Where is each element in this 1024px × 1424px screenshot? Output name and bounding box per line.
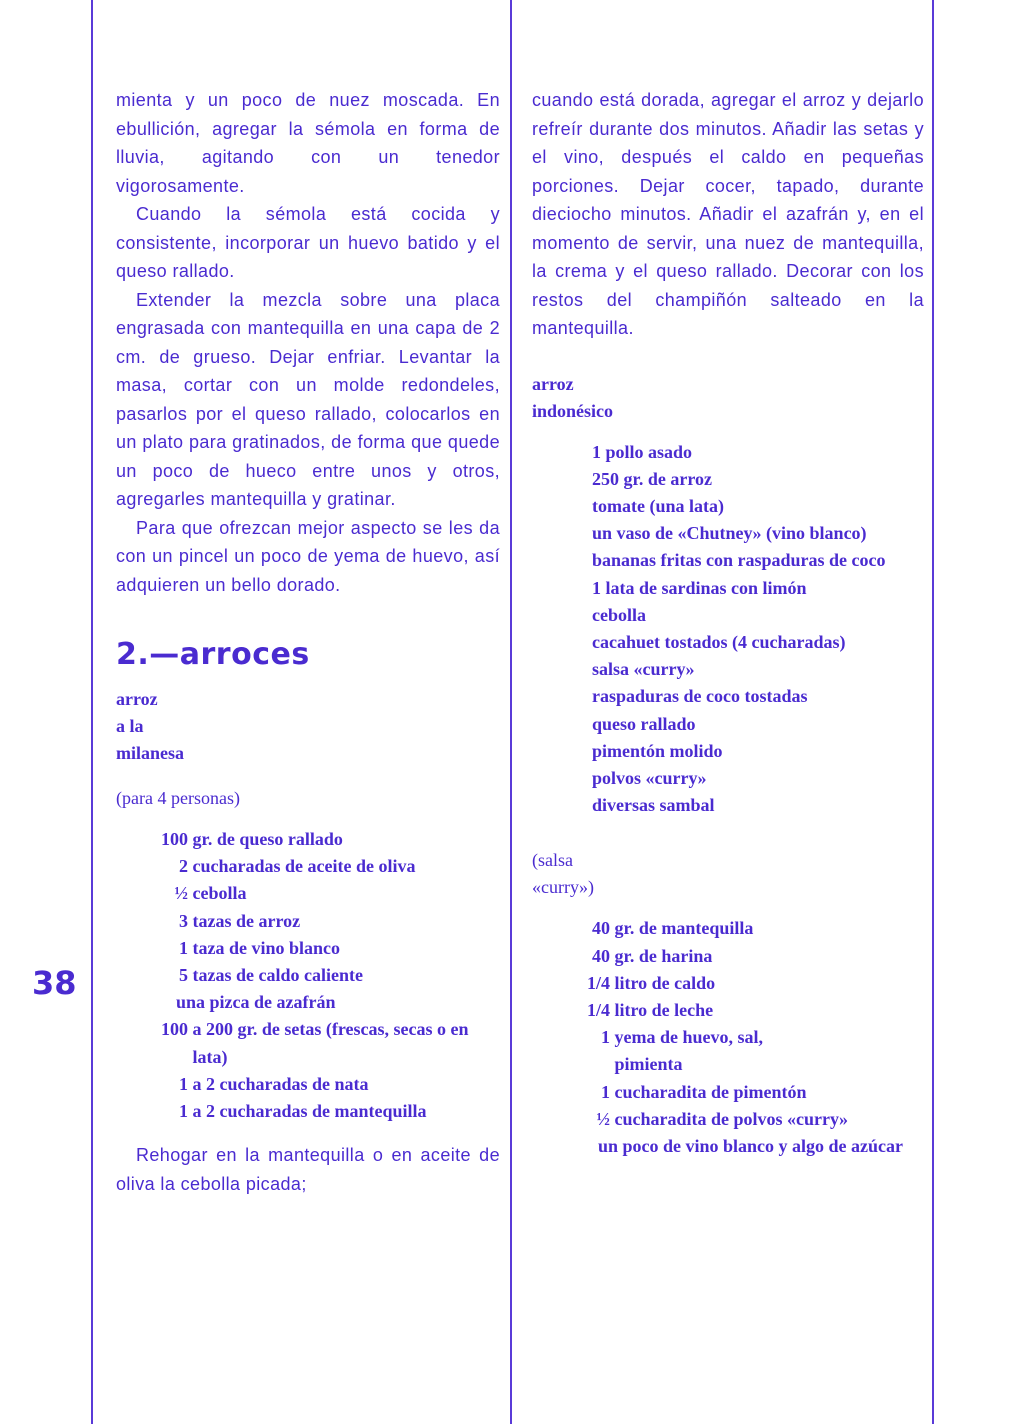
ingredient: 1 yema de huevo, sal, pimienta [601,1027,763,1075]
ingredient: 250 gr. de arroz [592,468,712,489]
ingredient: 3 tazas de arroz [179,910,301,931]
ingredient: 100 gr. de queso rallado [161,829,343,849]
sauce-title [532,847,924,901]
ingredient: diversas sambal [592,795,715,816]
recipe-title [116,686,500,767]
right-margin-rule [932,0,934,1424]
ingredient-list [532,439,922,820]
page-number: 38 [32,964,77,1002]
recipe-title-line: a la [116,716,144,736]
left-margin-rule [91,0,93,1424]
ingredient: cacahuet tostados (4 cucharadas) [592,631,846,652]
recipe-title-line: indonésico [532,400,614,421]
recipe-title-line: milanesa [116,743,185,763]
left-column [116,86,500,1198]
recipe-title [532,371,924,425]
paragraph: Para que ofrezcan mejor aspecto se les da con un pincel un poco de yema de huevo, así adquieren un bello dorado. [116,517,500,595]
ingredient: ½ cucharadita de polvos «curry» [596,1108,848,1129]
ingredient: pimentón molido [592,740,723,761]
paragraph: Rehogar en la mantequilla o en aceite de oliva la cebolla picada; [116,1145,500,1194]
ingredient: 1 a 2 cucharadas de nata [179,1073,369,1094]
ingredient: 1 taza de vino blanco [179,937,341,958]
paragraph: Cuando la sémola está cocida y consistente, incorporar un huevo batido y el queso rallado. [116,204,500,281]
ingredient: 100 a 200 gr. de setas (frescas, secas o en lata) [161,1019,469,1067]
ingredient: 2 cucharadas de aceite de oliva [179,856,416,877]
section-title: 2.—arroces [116,637,310,672]
ingredient: ½ cebolla [174,883,247,904]
ingredient: 40 gr. de harina [592,945,713,966]
ingredient: 5 tazas de caldo caliente [179,965,363,986]
recipe-title-line: arroz [116,689,158,709]
ingredient: 1 a 2 cucharadas de mantequilla [179,1101,427,1122]
ingredient: 1/4 litro de caldo [586,972,716,993]
ingredient: bananas fritas con raspaduras de coco [592,550,886,571]
ingredient: una pizca de azafrán [176,992,336,1013]
ingredient: 1 cucharadita de pimentón [601,1081,807,1102]
paragraph: mienta y un poco de nuez moscada. En ebullición, agregar la sémola en forma de lluvia, agitando con un tenedor vigorosamente. [116,90,500,196]
ingredient: cebolla [592,604,646,625]
sauce-ingredient-list [532,915,924,1160]
ingredient: 1/4 litro de leche [586,999,714,1020]
ingredient: 40 gr. de mantequilla [592,918,754,939]
ingredient: un poco de vino blanco y algo de azúcar [598,1135,904,1156]
right-column [532,86,924,1160]
paragraph: cuando está dorada, agregar el arroz y dejarlo refreír durante dos minutos. Añadir las setas y el vino, después el caldo en pequeñas porciones. Dejar cocer, tapado, durante dieciocho minutos. Añadir el azafrán y, en el momento de servir, una nuez de mantequilla, la crema y el queso rallado. Decorar con los restos del champiñón salteado en la mantequilla. [532,90,924,338]
ingredient-list [116,826,500,1125]
ingredient: tomate (una lata) [592,495,724,516]
recipe-title-line: arroz [532,373,574,394]
ingredient: queso rallado [592,713,696,734]
paragraph: Extender la mezcla sobre una placa engrasada con mantequilla en una capa de 2 cm. de grueso. Dejar enfriar. Levantar la masa, cortar con un molde redondeles, pasarlos por el queso rallado, colocarlos en un plato para gratinados, de forma que quede un poco de hueco entre unos y otros, agregarles mantequilla y gratinar. [116,289,500,509]
ingredient: raspaduras de coco tostadas [592,686,808,707]
column-divider [510,0,512,1424]
sauce-title-line: (salsa [532,850,573,871]
ingredient: un vaso de «Chutney» (vino blanco) [592,523,867,544]
ingredient: 1 lata de sardinas con limón [592,577,807,598]
ingredient: salsa «curry» [592,659,695,680]
sauce-title-line: «curry») [532,877,594,898]
ingredient: polvos «curry» [592,767,707,788]
servings: (para 4 personas) [116,788,240,808]
ingredient: 1 pollo asado [592,441,693,462]
